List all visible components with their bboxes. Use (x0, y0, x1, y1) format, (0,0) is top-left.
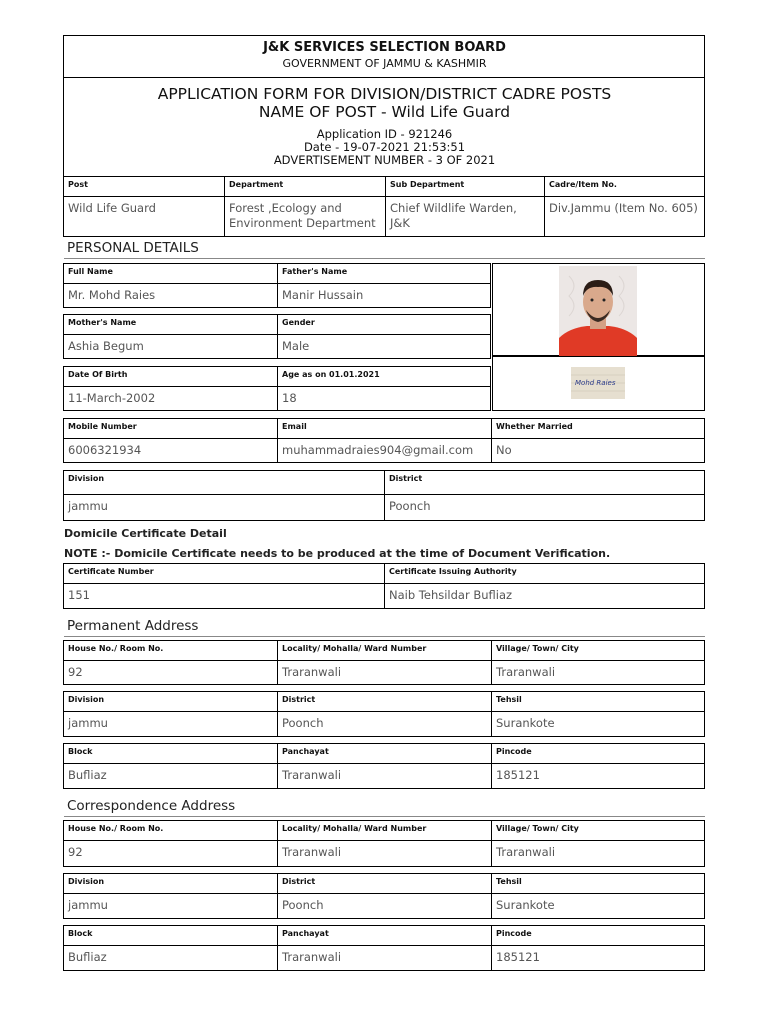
permanent-address-heading: Permanent Address (64, 618, 705, 637)
father-name-label: Father's Name (277, 263, 491, 284)
sub-department-value: Chief Wildlife Warden, J&K (385, 196, 545, 237)
dob-value: 11-March-2002 (63, 386, 278, 411)
corr-division-label: Division (63, 873, 278, 894)
domicile-title: Domicile Certificate Detail (64, 527, 227, 540)
perm-division-value: jammu (63, 711, 278, 737)
corr-block-value: Bufliaz (63, 945, 278, 971)
corr-village-value: Traranwali (491, 840, 705, 867)
domicile-note: NOTE :- Domicile Certificate needs to be produced at the time of Document Verification. (64, 547, 611, 560)
corr-locality-label: Locality/ Mohalla/ Ward Number (277, 820, 492, 841)
age-label: Age as on 01.01.2021 (277, 366, 491, 387)
application-date: Date - 19-07-2021 21:53:51 (303, 140, 466, 154)
perm-block-label: Block (63, 743, 278, 764)
perm-house-value: 92 (63, 660, 278, 685)
corr-block-label: Block (63, 925, 278, 946)
married-label: Whether Married (491, 418, 705, 439)
photo-frame (492, 263, 705, 356)
corr-pincode-value: 185121 (491, 945, 705, 971)
perm-tehsil-value: Surankote (491, 711, 705, 737)
full-name-value: Mr. Mohd Raies (63, 283, 278, 308)
age-value: 18 (277, 386, 491, 411)
form-title: APPLICATION FORM FOR DIVISION/DISTRICT CADRE POSTS (157, 85, 612, 103)
advertisement-number: ADVERTISEMENT NUMBER - 3 OF 2021 (273, 153, 496, 167)
perm-locality-value: Traranwali (277, 660, 492, 685)
mother-name-label: Mother's Name (63, 314, 278, 335)
perm-village-label: Village/ Town/ City (491, 640, 705, 661)
perm-locality-label: Locality/ Mohalla/ Ward Number (277, 640, 492, 661)
married-value: No (491, 438, 705, 463)
district-label: District (384, 470, 705, 495)
email-value: muhammadraies904@gmail.com (277, 438, 492, 463)
corr-division-value: jammu (63, 893, 278, 919)
applicant-signature (571, 367, 625, 399)
corr-locality-value: Traranwali (277, 840, 492, 867)
personal-details-heading: PERSONAL DETAILS (64, 240, 705, 259)
perm-panchayat-label: Panchayat (277, 743, 492, 764)
perm-panchayat-value: Traranwali (277, 763, 492, 789)
perm-village-value: Traranwali (491, 660, 705, 685)
perm-block-value: Bufliaz (63, 763, 278, 789)
government-title: GOVERNMENT OF JAMMU & KASHMIR (282, 57, 487, 70)
mother-name-value: Ashia Begum (63, 334, 278, 359)
corr-district-value: Poonch (277, 893, 492, 919)
svg-text:Mohd Raies: Mohd Raies (575, 379, 616, 387)
corr-tehsil-label: Tehsil (491, 873, 705, 894)
district-value: Poonch (384, 494, 705, 521)
corr-tehsil-value: Surankote (491, 893, 705, 919)
post-title: NAME OF POST - Wild Life Guard (258, 103, 511, 121)
certificate-number-label: Certificate Number (63, 563, 385, 584)
applicant-photo (559, 266, 637, 356)
signature-frame (492, 356, 705, 411)
corr-panchayat-value: Traranwali (277, 945, 492, 971)
email-label: Email (277, 418, 492, 439)
perm-tehsil-label: Tehsil (491, 691, 705, 712)
perm-district-label: District (277, 691, 492, 712)
sub-department-label: Sub Department (385, 176, 545, 197)
department-label: Department (224, 176, 386, 197)
perm-division-label: Division (63, 691, 278, 712)
corr-village-label: Village/ Town/ City (491, 820, 705, 841)
correspondence-address-heading: Correspondence Address (64, 798, 705, 817)
perm-district-value: Poonch (277, 711, 492, 737)
perm-house-label: House No./ Room No. (63, 640, 278, 661)
mobile-value: 6006321934 (63, 438, 278, 463)
corr-district-label: District (277, 873, 492, 894)
corr-house-value: 92 (63, 840, 278, 867)
post-label: Post (63, 176, 225, 197)
application-id: Application ID - 921246 (316, 127, 453, 141)
certificate-number-value: 151 (63, 583, 385, 609)
cadre-value: Div.Jammu (Item No. 605) (544, 196, 705, 237)
dob-label: Date Of Birth (63, 366, 278, 387)
certificate-authority-value: Naib Tehsildar Bufliaz (384, 583, 705, 609)
gender-label: Gender (277, 314, 491, 335)
father-name-value: Manir Hussain (277, 283, 491, 308)
perm-pincode-label: Pincode (491, 743, 705, 764)
certificate-authority-label: Certificate Issuing Authority (384, 563, 705, 584)
full-name-label: Full Name (63, 263, 278, 284)
division-label: Division (63, 470, 385, 495)
division-value: jammu (63, 494, 385, 521)
department-value: Forest ,Ecology and Environment Department (224, 196, 386, 237)
corr-panchayat-label: Panchayat (277, 925, 492, 946)
post-value: Wild Life Guard (63, 196, 225, 237)
cadre-label: Cadre/Item No. (544, 176, 705, 197)
board-title: J&K SERVICES SELECTION BOARD (263, 40, 506, 55)
mobile-label: Mobile Number (63, 418, 278, 439)
corr-pincode-label: Pincode (491, 925, 705, 946)
perm-pincode-value: 185121 (491, 763, 705, 789)
corr-house-label: House No./ Room No. (63, 820, 278, 841)
gender-value: Male (277, 334, 491, 359)
